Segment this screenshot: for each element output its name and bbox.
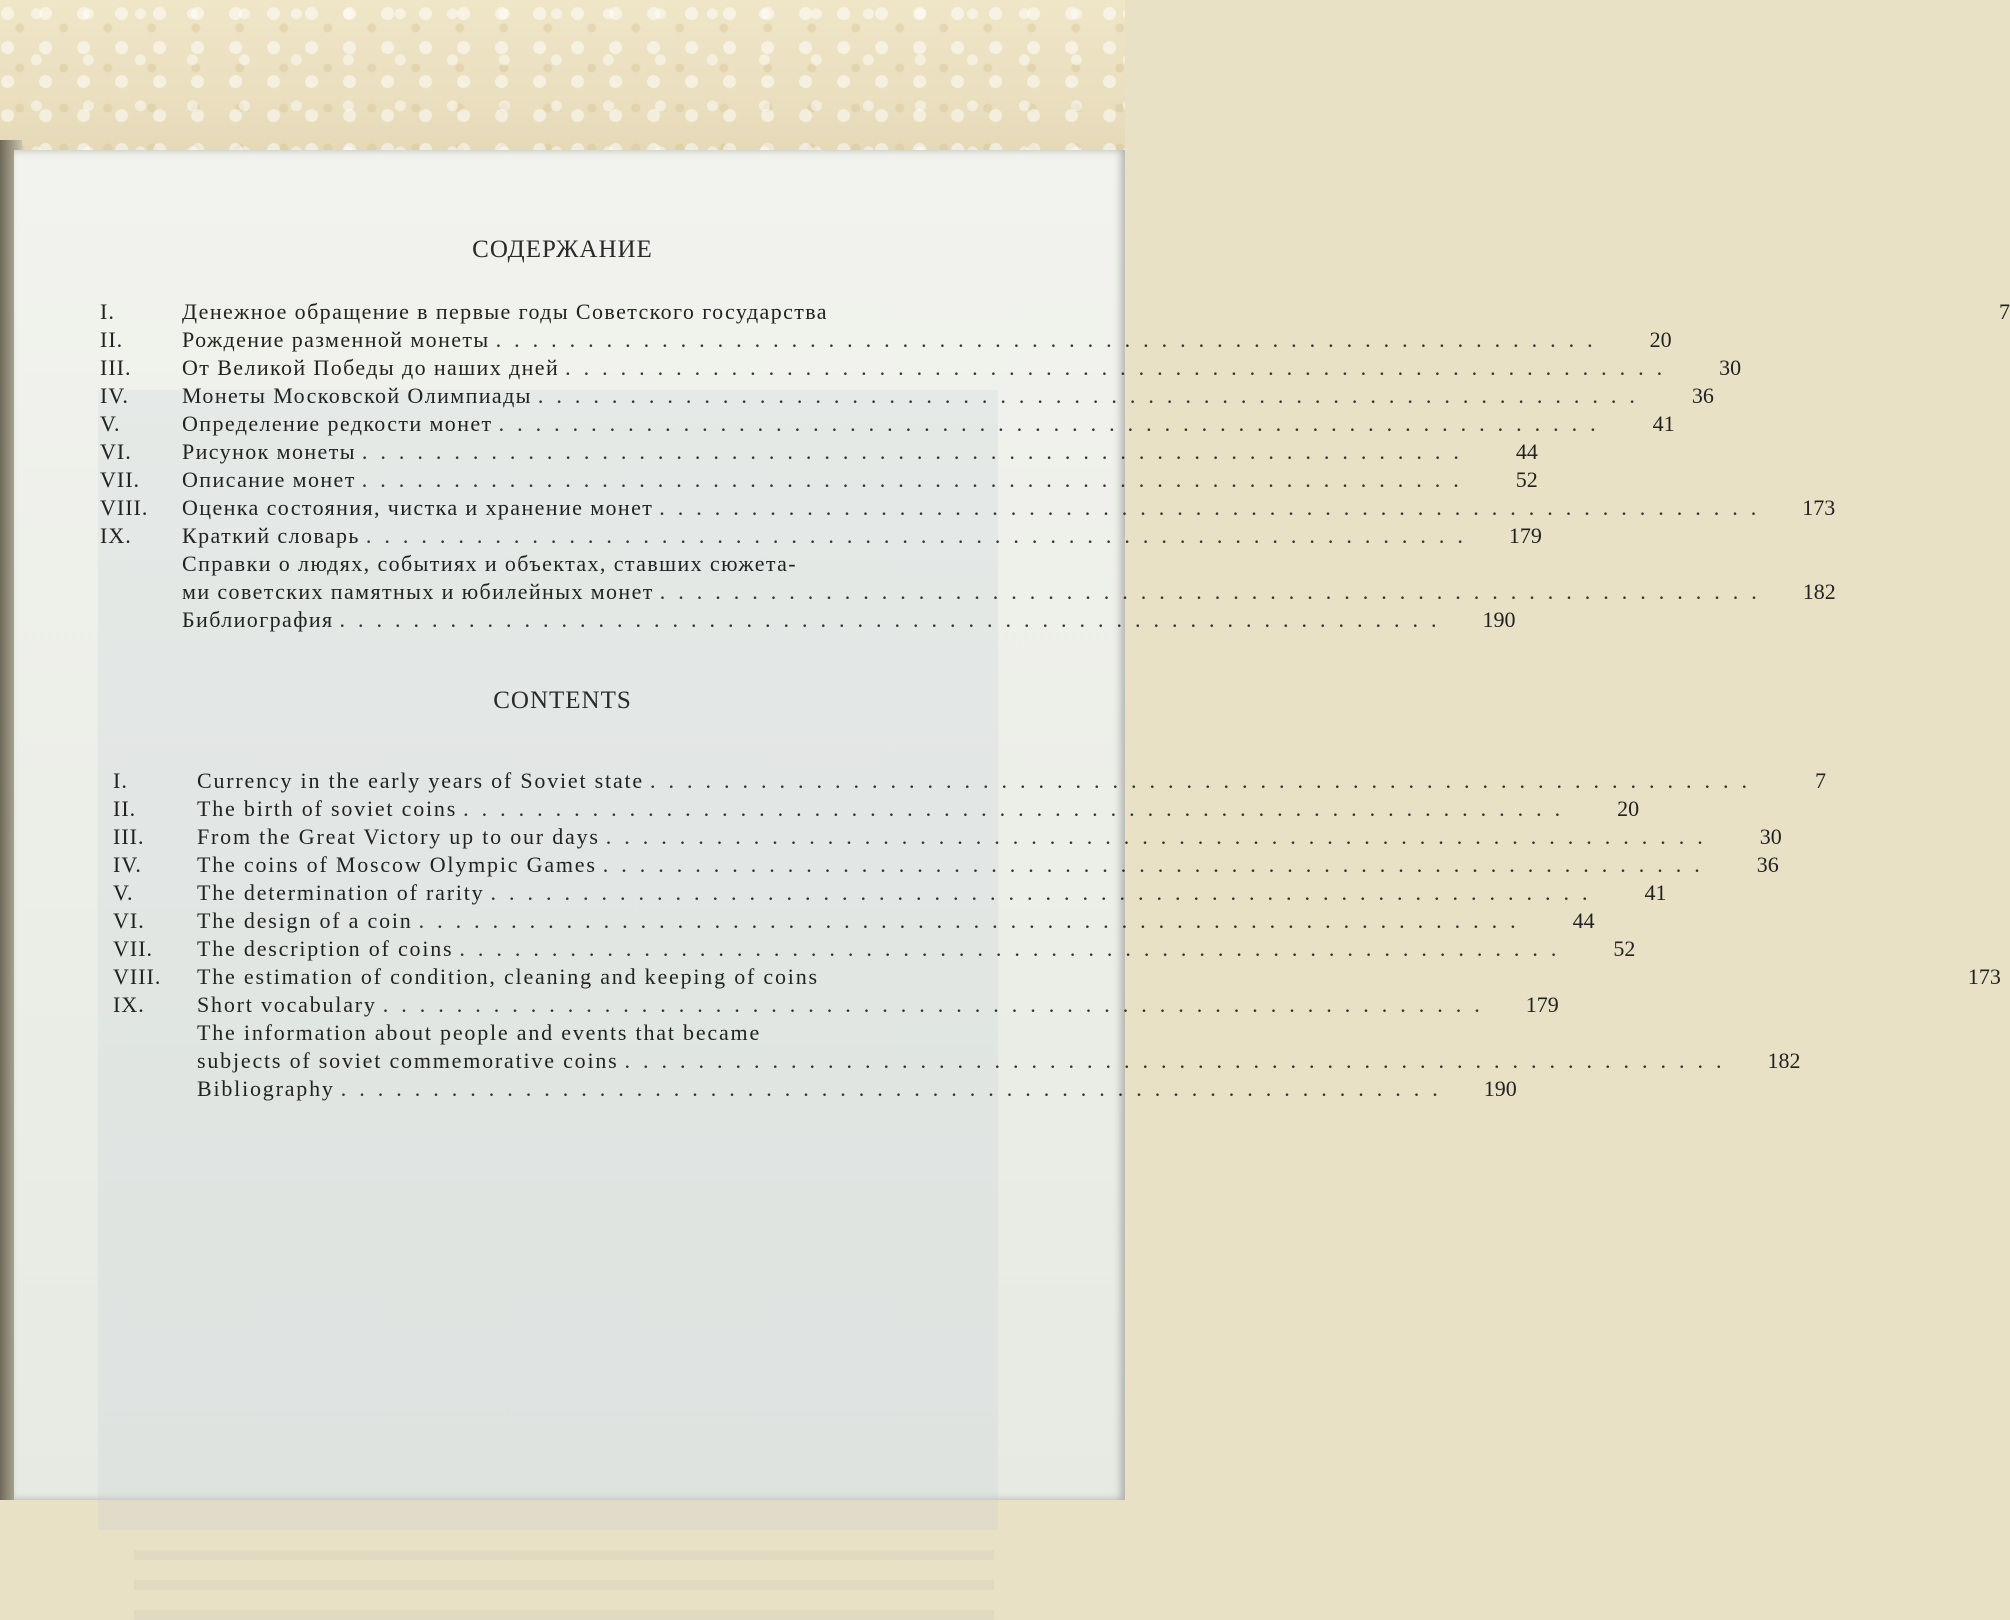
page-number: 173 (1967, 964, 2001, 989)
chapter-title: Рисунок монеты (182, 439, 356, 464)
toc-ru (100, 298, 2010, 634)
toc-entry (100, 550, 1020, 578)
chapter-title: Справки о людях, событиях и объектах, ставших сюжета- (182, 551, 798, 576)
page-number: 190 (1482, 607, 1516, 632)
dot-leader: ............................................................ (459, 936, 1570, 961)
page-number: 179 (1525, 992, 1559, 1017)
chapter-title: ми советских памятных и юбилейных монет (182, 579, 654, 604)
toc-entry (100, 326, 1672, 354)
toc-entry (113, 963, 2001, 991)
dot-leader: ............................................................ (361, 467, 1472, 492)
chapter-number: III. (113, 824, 145, 849)
dot-leader: ............................................................ (490, 880, 1601, 905)
toc-entry (113, 823, 1782, 851)
dot-leader: ............................................................ (418, 908, 1529, 933)
toc-entry (100, 522, 1542, 550)
chapter-title: The description of coins (197, 936, 454, 961)
chapter-number: V. (113, 880, 134, 905)
dot-leader: ............................................................ (340, 1076, 1451, 1101)
dot-leader: ............................................................ (605, 824, 1716, 849)
chapter-title: The birth of soviet coins (197, 796, 458, 821)
chapter-title: subjects of soviet commemorative coins (197, 1048, 619, 1073)
chapter-number: III. (100, 355, 132, 380)
dot-leader: ............................................................ (498, 411, 1609, 436)
chapter-title: The information about people and events that became (197, 1020, 762, 1045)
chapter-number: I. (100, 299, 115, 324)
dot-leader: ............................................................ (537, 383, 1648, 408)
dot-leader: ............................................................ (382, 992, 1493, 1017)
dot-leader: ............................................................ (650, 768, 1760, 793)
page-number: 173 (1802, 495, 1836, 520)
toc-entry (113, 879, 1667, 907)
chapter-title: The design of a coin (197, 908, 413, 933)
page-number: 30 (1759, 824, 1782, 849)
chapter-title: Описание монет (182, 467, 356, 492)
page-number: 20 (1617, 796, 1640, 821)
page-number: 36 (1756, 852, 1779, 877)
toc-entry (100, 438, 1538, 466)
page-number: 36 (1691, 383, 1714, 408)
chapter-number: IX. (100, 523, 132, 548)
toc-entry (100, 578, 1836, 606)
toc-entry (100, 354, 1742, 382)
page-number: 44 (1515, 439, 1538, 464)
toc-entry (113, 767, 1826, 795)
toc-entry (113, 991, 1559, 1019)
chapter-number: IX. (113, 992, 145, 1017)
chapter-number: I. (113, 768, 128, 793)
chapter-title: Currency in the early years of Soviet state (197, 768, 644, 793)
chapter-title: Рождение разменной монеты (182, 327, 490, 352)
toc-entry (113, 1075, 1517, 1103)
page-number: 44 (1572, 908, 1595, 933)
chapter-title: The determination of rarity (197, 880, 485, 905)
contents-heading-ru: СОДЕРЖАНИЕ (472, 236, 653, 263)
page-number: 7 (1998, 299, 2010, 324)
chapter-title: Библиография (182, 607, 334, 632)
toc-entry (100, 410, 1675, 438)
chapter-title: Определение редкости монет (182, 411, 493, 436)
chapter-number: IV. (113, 852, 142, 877)
toc-entry (113, 1047, 1801, 1075)
toc-entry (113, 851, 1779, 879)
dot-leader: ............................................................ (339, 607, 1450, 632)
dot-leader: ............................................................ (361, 439, 1472, 464)
chapter-title: Bibliography (197, 1076, 335, 1101)
chapter-number: IV. (100, 383, 129, 408)
chapter-title: The estimation of condition, cleaning and keeping of coins (197, 964, 819, 989)
chapter-number: VIII. (113, 964, 162, 989)
chapter-title: Краткий словарь (182, 523, 360, 548)
chapter-title: Денежное обращение в первые годы Советского государства (182, 299, 828, 324)
page-number: 41 (1652, 411, 1675, 436)
chapter-title: От Великой Победы до наших дней (182, 355, 560, 380)
dot-leader: ............................................................ (659, 579, 1770, 604)
page-number: 190 (1483, 1076, 1517, 1101)
chapter-title: Оценка состояния, чистка и хранение монет (182, 495, 654, 520)
chapter-title: Short vocabulary (197, 992, 377, 1017)
dot-leader: ............................................................ (624, 1048, 1735, 1073)
chapter-title: From the Great Victory up to our days (197, 824, 600, 849)
page-number: 52 (1613, 936, 1636, 961)
page-number: 41 (1644, 880, 1667, 905)
toc-entry (100, 606, 1516, 634)
dot-leader: ............................................................ (495, 327, 1606, 352)
chapter-number: VII. (113, 936, 154, 961)
chapter-number: II. (100, 327, 124, 352)
page-number: 7 (1815, 768, 1826, 793)
toc-entry (113, 795, 1640, 823)
dot-leader: ............................................................ (365, 523, 1476, 548)
toc-entry (100, 466, 1538, 494)
toc-entry (100, 298, 2010, 326)
chapter-title: Монеты Московской Олимпиады (182, 383, 532, 408)
chapter-number: II. (113, 796, 137, 821)
page-number: 182 (1802, 579, 1836, 604)
toc-entry (113, 1019, 1013, 1047)
page-number: 182 (1767, 1048, 1801, 1073)
toc-entry (100, 382, 1714, 410)
dot-leader: ............................................................ (602, 852, 1713, 877)
chapter-number: VI. (113, 908, 145, 933)
chapter-number: VII. (100, 467, 141, 492)
dot-leader: ............................................................ (659, 495, 1770, 520)
toc-entry (113, 935, 1636, 963)
chapter-number: V. (100, 411, 121, 436)
page-number: 30 (1719, 355, 1742, 380)
contents-heading-en: CONTENTS (493, 687, 632, 714)
show-through-text (134, 1550, 994, 1620)
dot-leader: ............................................................ (565, 355, 1676, 380)
chapter-number: VI. (100, 439, 132, 464)
dot-leader: ............................................................ (463, 796, 1574, 821)
toc-entry (100, 494, 1836, 522)
toc-en (113, 767, 2001, 1103)
page-number: 52 (1515, 467, 1538, 492)
toc-entry (113, 907, 1595, 935)
page-number: 179 (1508, 523, 1542, 548)
wall-background (0, 0, 1125, 160)
chapter-title: The coins of Moscow Olympic Games (197, 852, 597, 877)
chapter-number: VIII. (100, 495, 149, 520)
page-number: 20 (1649, 327, 1672, 352)
